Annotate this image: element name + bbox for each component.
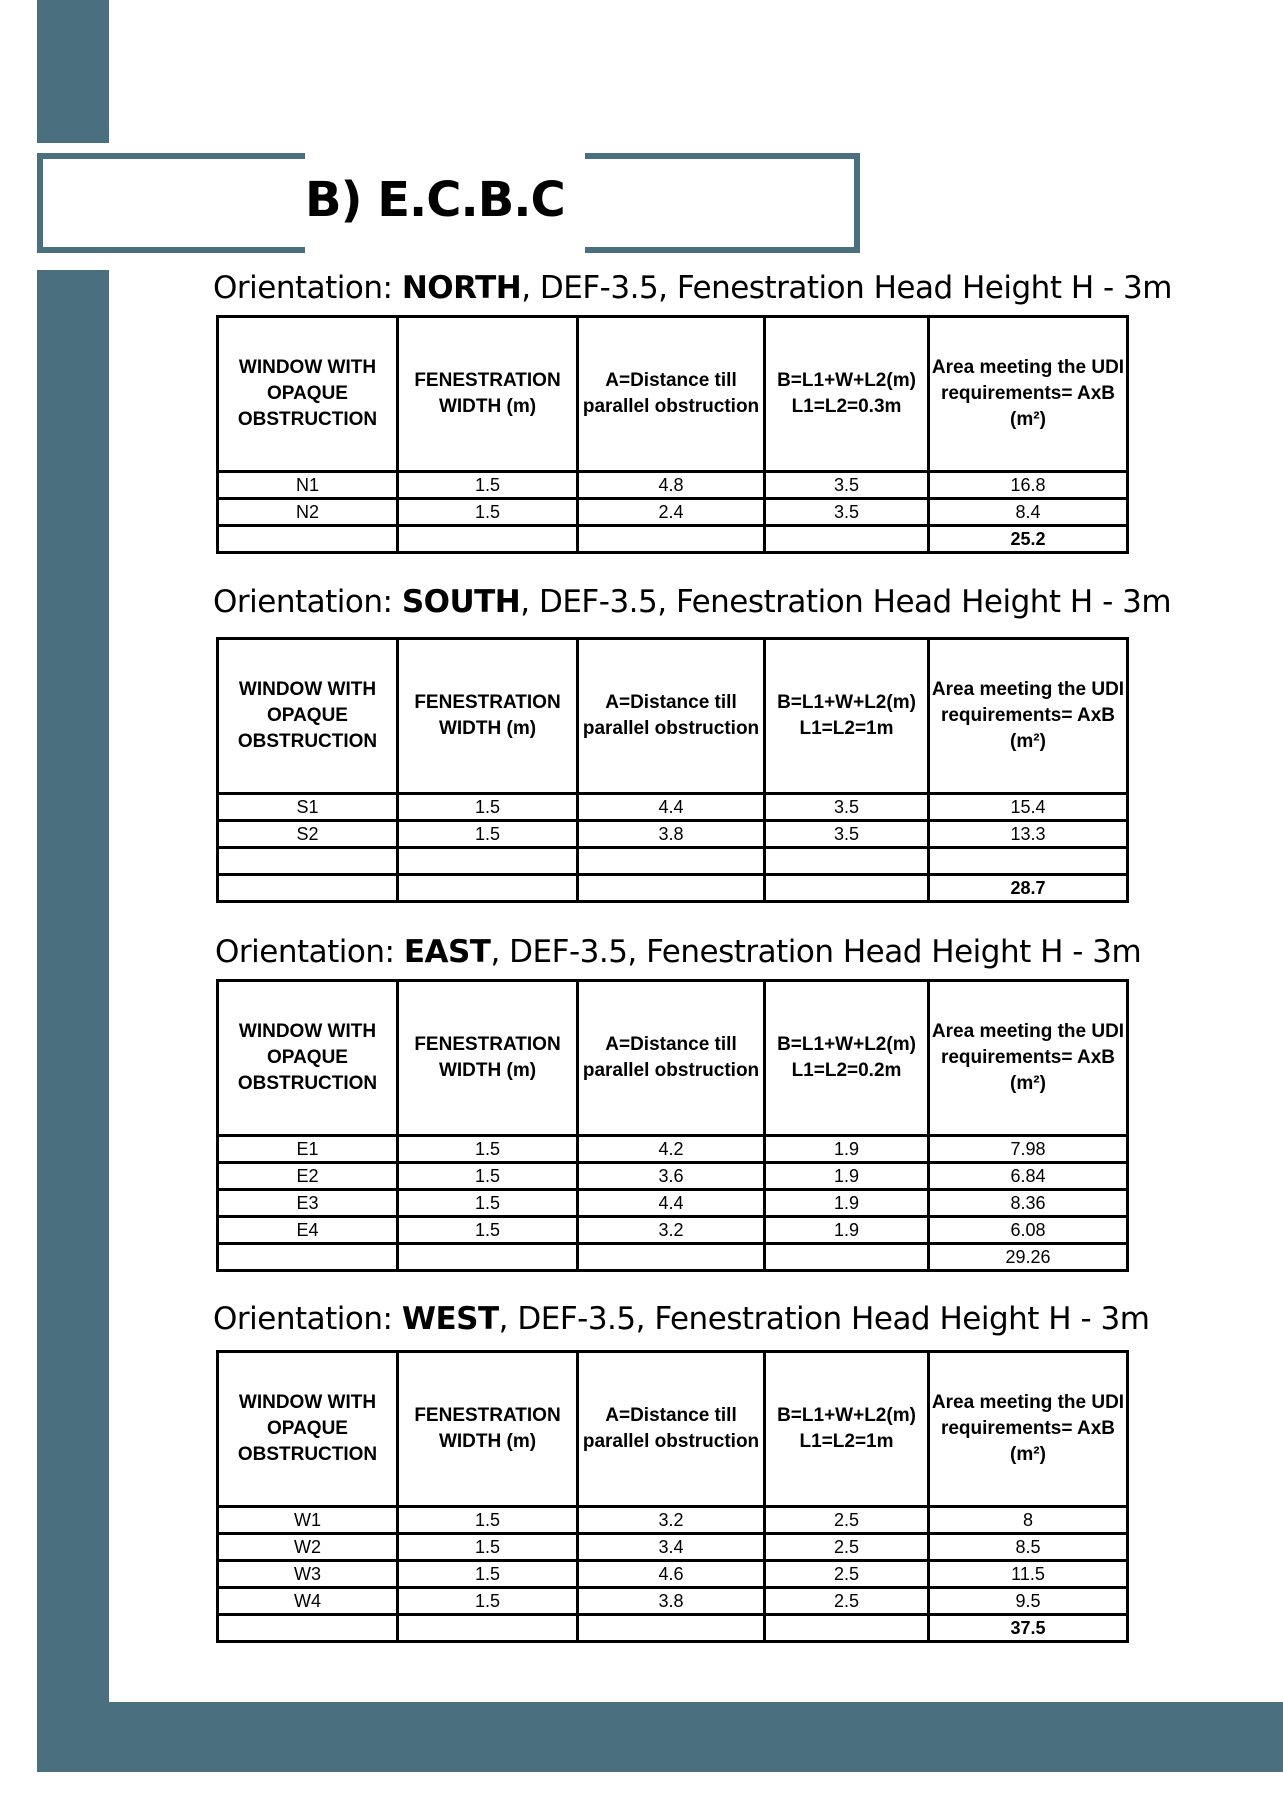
orientation-suffix: , DEF-3.5, Fenestration Head Height H - 3m	[520, 584, 1172, 620]
table-cell: 37.5	[929, 1615, 1128, 1642]
orientation-heading-east	[215, 934, 1141, 970]
table-cell: E4	[218, 1217, 398, 1244]
table-cell	[398, 875, 578, 902]
table-cell	[218, 1615, 398, 1642]
table-cell: 3.8	[578, 1588, 765, 1615]
orientation-name: SOUTH	[401, 584, 521, 620]
table-cell: 3.8	[578, 821, 765, 848]
table-row	[218, 1217, 1128, 1244]
table-row	[218, 472, 1128, 499]
table-cell: 1.5	[398, 1534, 578, 1561]
table-cell: 1.5	[398, 1190, 578, 1217]
table-row	[218, 526, 1128, 553]
table-cell: 1.5	[398, 821, 578, 848]
table-cell: 3.6	[578, 1163, 765, 1190]
table-north	[216, 315, 1129, 554]
table-cell: 4.6	[578, 1561, 765, 1588]
table-cell: 6.84	[929, 1163, 1128, 1190]
table-cell: 9.5	[929, 1588, 1128, 1615]
table-cell: 8.5	[929, 1534, 1128, 1561]
table-cell: 28.7	[929, 875, 1128, 902]
table-cell: 2.5	[765, 1507, 929, 1534]
table-cell: E1	[218, 1136, 398, 1163]
table-cell	[765, 526, 929, 553]
table-cell	[765, 1244, 929, 1271]
table-cell	[578, 526, 765, 553]
column-header: FENESTRATION WIDTH (m)	[398, 981, 578, 1136]
table-row	[218, 1561, 1128, 1588]
orientation-name: EAST	[403, 934, 491, 970]
orientation-suffix: , DEF-3.5, Fenestration Head Height H - 3m	[490, 934, 1142, 970]
table-cell	[765, 848, 929, 875]
orientation-prefix: Orientation:	[213, 584, 402, 620]
table-cell	[398, 1615, 578, 1642]
table-cell: 1.9	[765, 1190, 929, 1217]
table-cell: 4.4	[578, 794, 765, 821]
table-row	[218, 1136, 1128, 1163]
table-cell	[218, 526, 398, 553]
table-cell: 1.5	[398, 499, 578, 526]
table-cell: 13.3	[929, 821, 1128, 848]
table-row	[218, 1615, 1128, 1642]
column-header: Area meeting the UDI requirements= AxB (m²)	[929, 981, 1128, 1136]
column-header: B=L1+W+L2(m) L1=L2=0.3m	[765, 317, 929, 472]
table-west	[216, 1350, 1129, 1643]
column-header: A=Distance till parallel obstruction	[578, 639, 765, 794]
table-row	[218, 499, 1128, 526]
table-cell: 4.8	[578, 472, 765, 499]
table-cell: 1.5	[398, 1163, 578, 1190]
table-cell: 1.9	[765, 1217, 929, 1244]
table-cell	[578, 1615, 765, 1642]
column-header: FENESTRATION WIDTH (m)	[398, 317, 578, 472]
orientation-suffix: , DEF-3.5, Fenestration Head Height H - 3m	[498, 1301, 1150, 1337]
table-cell: 4.4	[578, 1190, 765, 1217]
table-cell: W3	[218, 1561, 398, 1588]
column-header: WINDOW WITH OPAQUE OBSTRUCTION	[218, 981, 398, 1136]
table-cell: 15.4	[929, 794, 1128, 821]
table-row	[218, 875, 1128, 902]
table-cell	[765, 1615, 929, 1642]
orientation-prefix: Orientation:	[213, 270, 402, 306]
table-cell: 1.9	[765, 1163, 929, 1190]
table-cell: E2	[218, 1163, 398, 1190]
orientation-name: NORTH	[401, 270, 522, 306]
table-row	[218, 848, 1128, 875]
left-accent-bar-top	[37, 0, 109, 143]
table-cell	[218, 1244, 398, 1271]
column-header: Area meeting the UDI requirements= AxB (m²)	[929, 639, 1128, 794]
table-cell: 3.4	[578, 1534, 765, 1561]
table-cell: 1.5	[398, 1561, 578, 1588]
table-cell: 2.5	[765, 1561, 929, 1588]
table-row	[218, 794, 1128, 821]
column-header: WINDOW WITH OPAQUE OBSTRUCTION	[218, 639, 398, 794]
table-cell: 1.5	[398, 794, 578, 821]
table-row	[218, 1190, 1128, 1217]
header-row	[218, 639, 1128, 794]
table-cell: 8.36	[929, 1190, 1128, 1217]
table-south	[216, 637, 1129, 903]
table-cell: S1	[218, 794, 398, 821]
orientation-name: WEST	[401, 1301, 499, 1337]
table-cell: 3.5	[765, 472, 929, 499]
table-cell: 3.2	[578, 1217, 765, 1244]
orientation-heading-west	[213, 1301, 1149, 1337]
column-header: WINDOW WITH OPAQUE OBSTRUCTION	[218, 1352, 398, 1507]
column-header: B=L1+W+L2(m) L1=L2=0.2m	[765, 981, 929, 1136]
column-header: Area meeting the UDI requirements= AxB (m²)	[929, 1352, 1128, 1507]
table-cell	[578, 875, 765, 902]
table-cell	[398, 1244, 578, 1271]
table-cell: E3	[218, 1190, 398, 1217]
column-header: WINDOW WITH OPAQUE OBSTRUCTION	[218, 317, 398, 472]
table-cell: 29.26	[929, 1244, 1128, 1271]
table-cell: 8	[929, 1507, 1128, 1534]
table-cell: 4.2	[578, 1136, 765, 1163]
table-cell: 1.5	[398, 1507, 578, 1534]
table-cell: 1.5	[398, 1136, 578, 1163]
table-row	[218, 821, 1128, 848]
column-header: FENESTRATION WIDTH (m)	[398, 1352, 578, 1507]
column-header: A=Distance till parallel obstruction	[578, 981, 765, 1136]
orientation-heading-south	[213, 584, 1171, 620]
table-cell	[398, 848, 578, 875]
table-row	[218, 1507, 1128, 1534]
column-header: A=Distance till parallel obstruction	[578, 317, 765, 472]
table-cell: 11.5	[929, 1561, 1128, 1588]
column-header: B=L1+W+L2(m) L1=L2=1m	[765, 1352, 929, 1507]
table-cell: 2.5	[765, 1534, 929, 1561]
table-cell: 2.5	[765, 1588, 929, 1615]
table-row	[218, 1244, 1128, 1271]
table-row	[218, 1163, 1128, 1190]
orientation-heading-north	[213, 270, 1172, 306]
table-cell	[929, 848, 1128, 875]
table-cell: W4	[218, 1588, 398, 1615]
table-cell: W1	[218, 1507, 398, 1534]
column-header: A=Distance till parallel obstruction	[578, 1352, 765, 1507]
orientation-prefix: Orientation:	[213, 1301, 402, 1337]
orientation-suffix: , DEF-3.5, Fenestration Head Height H - 3m	[521, 270, 1172, 306]
table-east	[216, 979, 1129, 1272]
table-cell: 25.2	[929, 526, 1128, 553]
left-accent-bar	[37, 270, 109, 1772]
orientation-prefix: Orientation:	[215, 934, 404, 970]
table-cell: 3.5	[765, 794, 929, 821]
table-row	[218, 1534, 1128, 1561]
table-cell: W2	[218, 1534, 398, 1561]
table-cell: N1	[218, 472, 398, 499]
column-header: Area meeting the UDI requirements= AxB (m²)	[929, 317, 1128, 472]
table-cell	[765, 875, 929, 902]
page-title: B) E.C.B.C	[305, 172, 565, 228]
table-cell: 6.08	[929, 1217, 1128, 1244]
table-cell: 3.2	[578, 1507, 765, 1534]
table-cell: 1.5	[398, 1217, 578, 1244]
header-row	[218, 981, 1128, 1136]
bottom-accent-bar	[37, 1702, 1283, 1772]
table-cell: S2	[218, 821, 398, 848]
header-row	[218, 317, 1128, 472]
table-cell	[218, 875, 398, 902]
table-cell: 3.5	[765, 821, 929, 848]
table-cell: 1.9	[765, 1136, 929, 1163]
table-cell: 7.98	[929, 1136, 1128, 1163]
table-cell	[398, 526, 578, 553]
header-row	[218, 1352, 1128, 1507]
column-header: FENESTRATION WIDTH (m)	[398, 639, 578, 794]
table-cell: 1.5	[398, 472, 578, 499]
table-cell: 16.8	[929, 472, 1128, 499]
table-cell: 1.5	[398, 1588, 578, 1615]
table-row	[218, 1588, 1128, 1615]
table-cell: 8.4	[929, 499, 1128, 526]
column-header: B=L1+W+L2(m) L1=L2=1m	[765, 639, 929, 794]
table-cell: 2.4	[578, 499, 765, 526]
table-cell: 3.5	[765, 499, 929, 526]
table-cell	[218, 848, 398, 875]
table-cell	[578, 1244, 765, 1271]
table-cell: N2	[218, 499, 398, 526]
table-cell	[578, 848, 765, 875]
